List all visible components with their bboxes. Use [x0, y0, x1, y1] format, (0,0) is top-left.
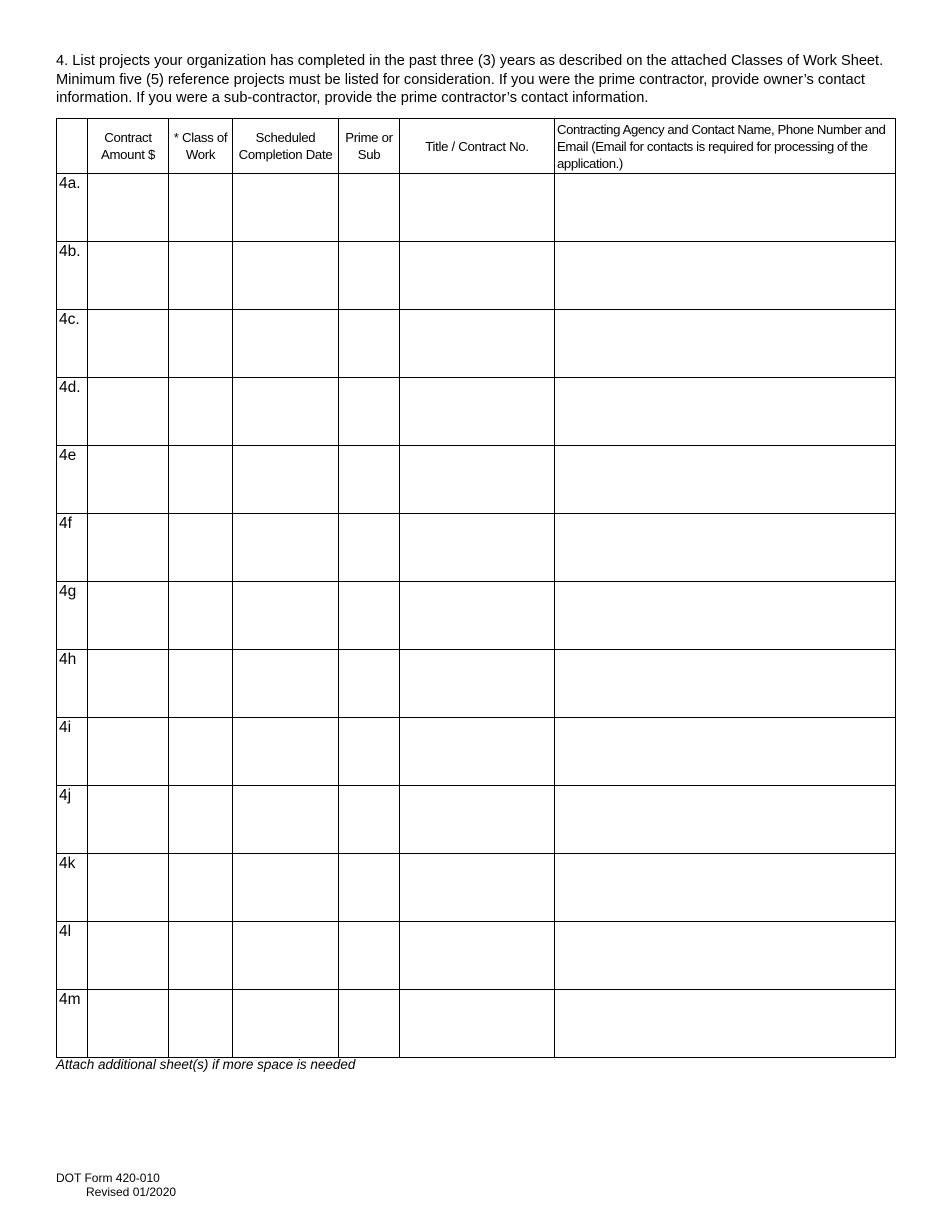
prime-or-sub-cell[interactable]	[339, 990, 400, 1058]
header-class-of-work: * Class of Work	[169, 119, 233, 174]
completion-date-cell[interactable]	[233, 514, 339, 582]
class-of-work-cell[interactable]	[169, 786, 233, 854]
row-label: 4f	[57, 514, 88, 582]
table-row	[57, 854, 896, 922]
contract-amount-cell[interactable]	[88, 310, 169, 378]
table-row	[57, 718, 896, 786]
row-label: 4d.	[57, 378, 88, 446]
row-label: 4k	[57, 854, 88, 922]
header-row-label	[57, 119, 88, 174]
form-revision: Revised 01/2020	[86, 1185, 177, 1199]
title-contract-no-cell[interactable]	[400, 990, 555, 1058]
table-row	[57, 310, 896, 378]
title-contract-no-cell[interactable]	[400, 650, 555, 718]
completion-date-cell[interactable]	[233, 854, 339, 922]
contract-amount-cell[interactable]	[88, 786, 169, 854]
contract-amount-cell[interactable]	[88, 514, 169, 582]
prime-or-sub-cell[interactable]	[339, 922, 400, 990]
table-row	[57, 174, 896, 242]
completion-date-cell[interactable]	[233, 310, 339, 378]
completion-date-cell[interactable]	[233, 446, 339, 514]
class-of-work-cell[interactable]	[169, 922, 233, 990]
row-label: 4i	[57, 718, 88, 786]
row-label: 4j	[57, 786, 88, 854]
projects-table	[56, 118, 896, 1058]
row-label: 4l	[57, 922, 88, 990]
class-of-work-cell[interactable]	[169, 990, 233, 1058]
table-header-row	[57, 119, 896, 174]
row-label: 4c.	[57, 310, 88, 378]
contract-amount-cell[interactable]	[88, 378, 169, 446]
class-of-work-cell[interactable]	[169, 310, 233, 378]
agency-contact-cell[interactable]	[555, 310, 896, 378]
title-contract-no-cell[interactable]	[400, 378, 555, 446]
agency-contact-cell[interactable]	[555, 650, 896, 718]
header-prime-or-sub: Prime or Sub	[339, 119, 400, 174]
contract-amount-cell[interactable]	[88, 446, 169, 514]
completion-date-cell[interactable]	[233, 174, 339, 242]
completion-date-cell[interactable]	[233, 242, 339, 310]
class-of-work-cell[interactable]	[169, 514, 233, 582]
class-of-work-cell[interactable]	[169, 854, 233, 922]
contract-amount-cell[interactable]	[88, 854, 169, 922]
title-contract-no-cell[interactable]	[400, 582, 555, 650]
class-of-work-cell[interactable]	[169, 718, 233, 786]
title-contract-no-cell[interactable]	[400, 786, 555, 854]
prime-or-sub-cell[interactable]	[339, 378, 400, 446]
prime-or-sub-cell[interactable]	[339, 446, 400, 514]
table-row	[57, 922, 896, 990]
contract-amount-cell[interactable]	[88, 174, 169, 242]
contract-amount-cell[interactable]	[88, 718, 169, 786]
class-of-work-cell[interactable]	[169, 242, 233, 310]
agency-contact-cell[interactable]	[555, 854, 896, 922]
header-completion-date: Scheduled Completion Date	[233, 119, 339, 174]
contract-amount-cell[interactable]	[88, 650, 169, 718]
header-agency-contact: Contracting Agency and Contact Name, Phone Number and Email (Email for contacts is required for processing of the application.)	[555, 119, 896, 174]
completion-date-cell[interactable]	[233, 582, 339, 650]
row-label: 4a.	[57, 174, 88, 242]
title-contract-no-cell[interactable]	[400, 854, 555, 922]
row-label: 4b.	[57, 242, 88, 310]
class-of-work-cell[interactable]	[169, 650, 233, 718]
agency-contact-cell[interactable]	[555, 514, 896, 582]
header-contract-amount: Contract Amount $	[88, 119, 169, 174]
prime-or-sub-cell[interactable]	[339, 854, 400, 922]
class-of-work-cell[interactable]	[169, 446, 233, 514]
title-contract-no-cell[interactable]	[400, 310, 555, 378]
table-row	[57, 650, 896, 718]
contract-amount-cell[interactable]	[88, 922, 169, 990]
prime-or-sub-cell[interactable]	[339, 174, 400, 242]
title-contract-no-cell[interactable]	[400, 514, 555, 582]
class-of-work-cell[interactable]	[169, 582, 233, 650]
prime-or-sub-cell[interactable]	[339, 310, 400, 378]
title-contract-no-cell[interactable]	[400, 174, 555, 242]
contract-amount-cell[interactable]	[88, 242, 169, 310]
table-row	[57, 446, 896, 514]
class-of-work-cell[interactable]	[169, 378, 233, 446]
agency-contact-cell[interactable]	[555, 378, 896, 446]
title-contract-no-cell[interactable]	[400, 922, 555, 990]
agency-contact-cell[interactable]	[555, 582, 896, 650]
form-id: DOT Form 420-010	[56, 1171, 160, 1185]
completion-date-cell[interactable]	[233, 718, 339, 786]
agency-contact-cell[interactable]	[555, 446, 896, 514]
title-contract-no-cell[interactable]	[400, 446, 555, 514]
prime-or-sub-cell[interactable]	[339, 718, 400, 786]
completion-date-cell[interactable]	[233, 650, 339, 718]
completion-date-cell[interactable]	[233, 922, 339, 990]
prime-or-sub-cell[interactable]	[339, 650, 400, 718]
row-label: 4h	[57, 650, 88, 718]
table-row	[57, 786, 896, 854]
row-label: 4m	[57, 990, 88, 1058]
agency-contact-cell[interactable]	[555, 242, 896, 310]
prime-or-sub-cell[interactable]	[339, 514, 400, 582]
row-label: 4g	[57, 582, 88, 650]
prime-or-sub-cell[interactable]	[339, 242, 400, 310]
prime-or-sub-cell[interactable]	[339, 786, 400, 854]
contract-amount-cell[interactable]	[88, 582, 169, 650]
table-row	[57, 582, 896, 650]
header-title-contract-no: Title / Contract No.	[400, 119, 555, 174]
title-contract-no-cell[interactable]	[400, 242, 555, 310]
agency-contact-cell[interactable]	[555, 174, 896, 242]
table-row	[57, 378, 896, 446]
instructions-text: 4. List projects your organization has completed in the past three (3) years as described on the attached Classes of Work Sheet. Minimum five (5) reference projects must be listed for consideration. If you were the prime contractor, provide owner’s contact information. If you were a sub-contractor, provide the prime contractor’s contact information.	[56, 53, 884, 106]
table-row	[57, 514, 896, 582]
title-contract-no-cell[interactable]	[400, 718, 555, 786]
agency-contact-cell[interactable]	[555, 922, 896, 990]
completion-date-cell[interactable]	[233, 378, 339, 446]
attach-note: Attach additional sheet(s) if more space is needed	[56, 1057, 356, 1072]
agency-contact-cell[interactable]	[555, 786, 896, 854]
row-label: 4e	[57, 446, 88, 514]
class-of-work-cell[interactable]	[169, 174, 233, 242]
contract-amount-cell[interactable]	[88, 990, 169, 1058]
table-row	[57, 990, 896, 1058]
completion-date-cell[interactable]	[233, 990, 339, 1058]
prime-or-sub-cell[interactable]	[339, 582, 400, 650]
completion-date-cell[interactable]	[233, 786, 339, 854]
table-row	[57, 242, 896, 310]
agency-contact-cell[interactable]	[555, 990, 896, 1058]
agency-contact-cell[interactable]	[555, 718, 896, 786]
